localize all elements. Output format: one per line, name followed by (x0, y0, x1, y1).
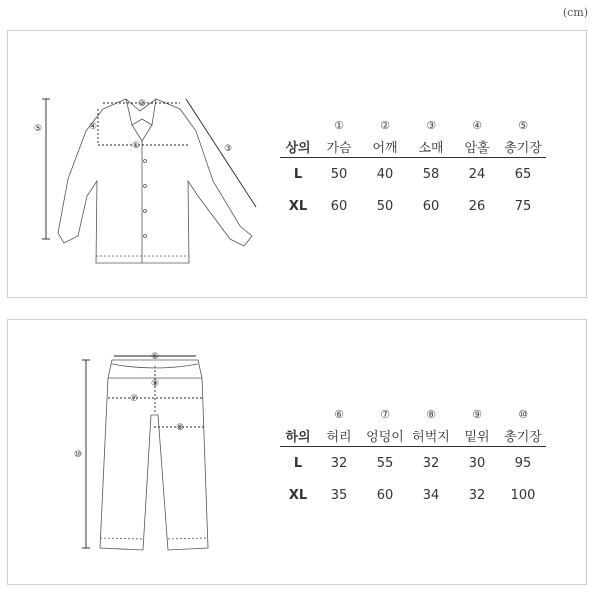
marker-chest: ① (131, 141, 141, 151)
top-size-table (280, 115, 546, 222)
col-marker: ⑤ (518, 118, 528, 132)
marker-rise: ⑨ (150, 379, 160, 389)
marker-waist: ⑥ (150, 352, 160, 362)
column-header: 암홀 (454, 135, 500, 158)
col-marker: ⑧ (426, 407, 436, 421)
table-cell: 24 (468, 166, 486, 182)
column-header: 어깨 (362, 135, 408, 158)
column-header: 엉덩이 (362, 424, 408, 447)
table-cell: 60 (376, 487, 394, 503)
table-cell: 65 (514, 166, 532, 182)
pants-diagram (8, 320, 268, 584)
top-size-panel (7, 30, 587, 298)
table-cell: 26 (468, 198, 486, 214)
table-cell: 60 (330, 198, 348, 214)
size-label: L (293, 455, 303, 471)
shirt-outline (58, 99, 252, 263)
table-cell: 32 (330, 455, 348, 471)
column-header: 허리 (316, 424, 362, 447)
unit-label: (cm) (562, 6, 588, 19)
table-cell: 50 (376, 198, 394, 214)
bottom-size-table (280, 404, 546, 511)
table-row (280, 190, 546, 222)
table-cell: 32 (422, 455, 440, 471)
column-header: 허벅지 (408, 424, 454, 447)
col-marker: ⑩ (518, 407, 528, 421)
table-cell: 35 (330, 487, 348, 503)
marker-length: ⑩ (73, 450, 83, 460)
col-marker: ⑥ (334, 407, 344, 421)
column-header: 소매 (408, 135, 454, 158)
bottom-size-panel (7, 319, 587, 585)
table-cell: 50 (330, 166, 348, 182)
table-cell: 40 (376, 166, 394, 182)
col-marker: ④ (472, 118, 482, 132)
table-row (280, 158, 546, 191)
col-marker: ⑦ (380, 407, 390, 421)
col-marker: ② (380, 118, 390, 132)
size-label: L (293, 166, 303, 182)
table-cell: 34 (422, 487, 440, 503)
marker-armhole: ④ (88, 122, 98, 132)
col-marker: ⑨ (472, 407, 482, 421)
table-cell: 55 (376, 455, 394, 471)
col-marker: ① (334, 118, 344, 132)
column-header: 밑위 (454, 424, 500, 447)
table-cell: 60 (422, 198, 440, 214)
size-label: XL (288, 487, 308, 503)
table-cell: 30 (468, 455, 486, 471)
table-cell: 100 (510, 487, 536, 503)
marker-length: ⑤ (33, 124, 43, 134)
column-header: 총기장 (500, 424, 546, 447)
table-row (280, 447, 546, 480)
table-cell: 32 (468, 487, 486, 503)
marker-hip: ⑦ (129, 394, 139, 404)
table-title: 상의 (280, 135, 316, 158)
table-cell: 75 (514, 198, 532, 214)
table-title: 하의 (280, 424, 316, 447)
marker-shoulder: ② (137, 99, 147, 109)
marker-sleeve: ③ (223, 144, 233, 154)
col-marker: ③ (426, 118, 436, 132)
column-header: 총기장 (500, 135, 546, 158)
table-row (280, 479, 546, 511)
size-label: XL (288, 198, 308, 214)
shirt-diagram (8, 31, 268, 297)
column-header: 가슴 (316, 135, 362, 158)
table-cell: 95 (514, 455, 532, 471)
table-cell: 58 (422, 166, 440, 182)
marker-thigh: ⑧ (175, 423, 185, 433)
